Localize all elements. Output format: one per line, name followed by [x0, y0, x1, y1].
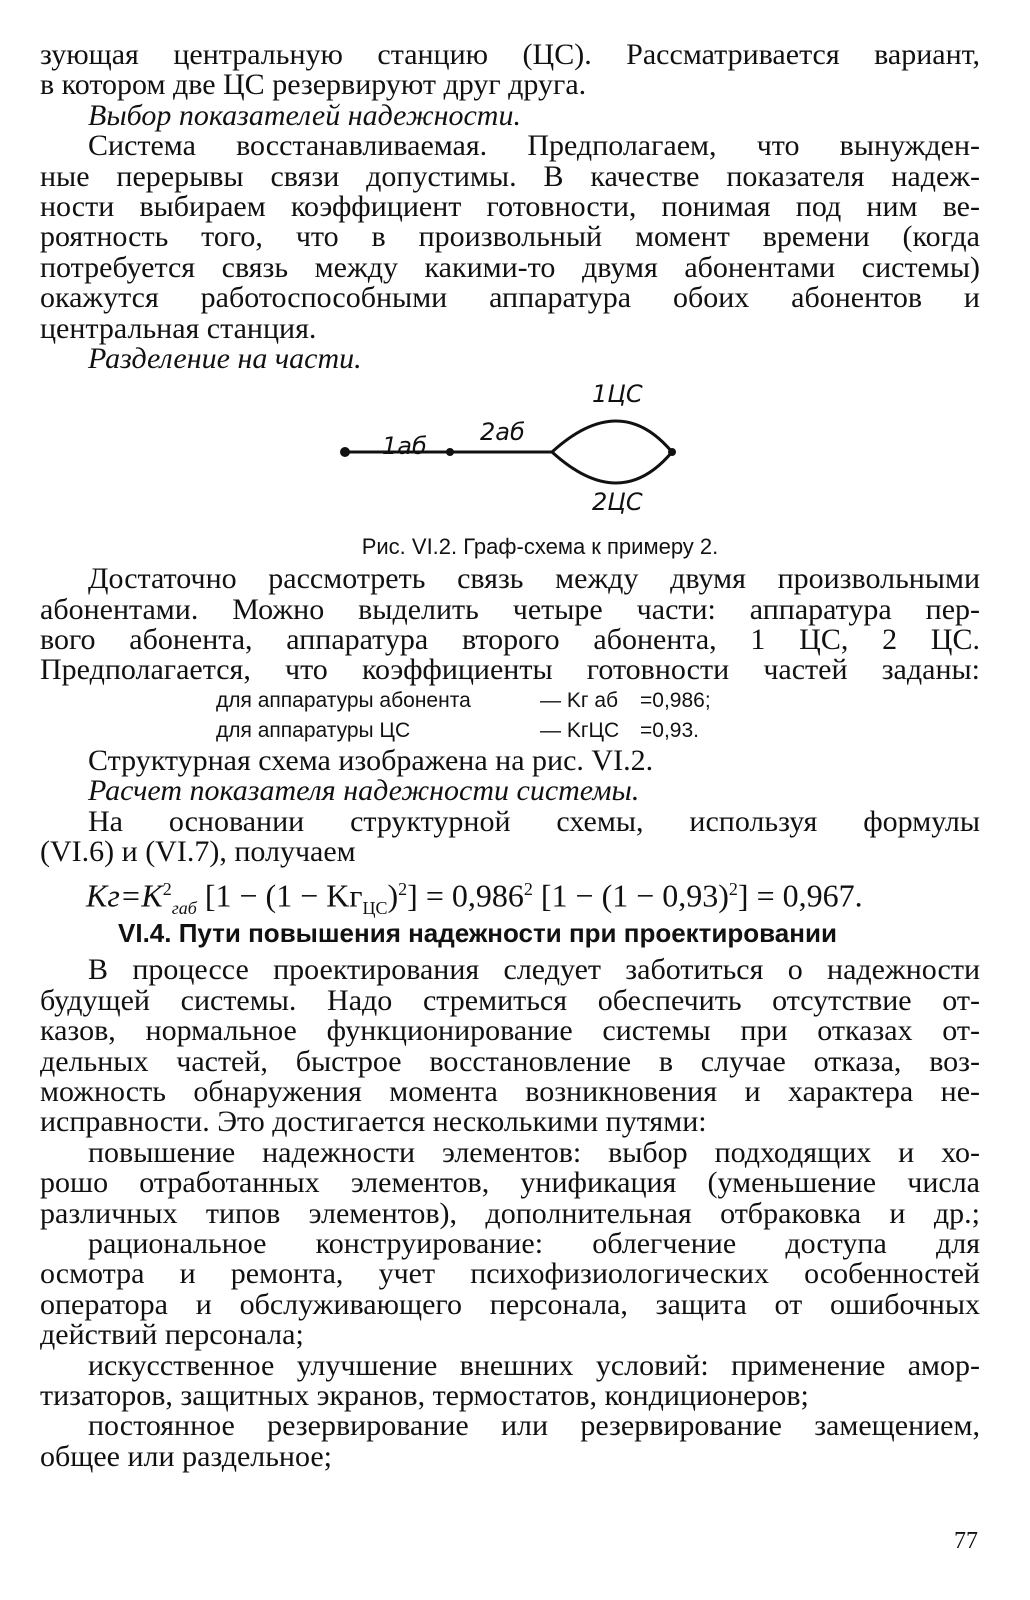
graph-arc-lower [552, 452, 672, 483]
graph-node-end [668, 448, 676, 456]
text-line: будущей системы. Надо стремиться обеспечить отсутствие от- [40, 983, 980, 1017]
graph-node-start [340, 447, 350, 457]
subheading-reliability-choice: Выбор показателей надежности. [88, 98, 521, 132]
text-line: ные перерывы связи допустимы. В качестве показателя надеж- [40, 159, 980, 193]
text-line: (VI.6) и (VI.7), получаем [40, 835, 356, 869]
text-line: в котором две ЦС резервируют друг друга. [40, 68, 587, 102]
text-line: вого абонента, аппаратура второго абонента, 1 ЦС, 2 ЦС. [40, 623, 980, 657]
graph-figure [40, 380, 980, 530]
given-value-cs: для аппаратуры ЦС — KгЦС =0,93. [216, 718, 699, 742]
section-title: VI.4. Пути повышения надежности при проектировании [118, 918, 837, 949]
given-value-abonent: для аппаратуры абонента — Kг аб =0,986; [216, 688, 711, 712]
text-line: действий персонала; [40, 1318, 304, 1352]
text-line: роятность того, что в произвольный момент времени (когда [40, 220, 980, 254]
text-line: зующая центральную станцию (ЦС). Рассматривается вариант, [40, 38, 980, 71]
label-2ab: 2аб [480, 418, 525, 447]
text-line: абонентами. Можно выделить четыре части: аппаратура пер- [40, 592, 980, 626]
text-line: искусственное улучшение внешних условий: применение амор- [88, 1348, 980, 1382]
text-line: казов, нормальное функционирование системы при отказах от- [40, 1014, 980, 1048]
text-line: осмотра и ремонта, учет психофизиологических особенностей [40, 1257, 980, 1291]
text-line: общее или раздельное; [40, 1439, 333, 1473]
text-line: постоянное резервирование или резервирование замещением, [88, 1409, 980, 1443]
figure-caption: Рис. VI.2. Граф-схема к примеру 2. [361, 534, 719, 560]
text-line: рациональное конструирование: облегчение доступа для [88, 1226, 980, 1260]
label-2cs: 2ЦС [592, 488, 643, 517]
text-line: окажутся работоспособными аппаратура обоих абонентов и [40, 281, 980, 315]
text-line: исправности. Это достигается несколькими путями: [40, 1105, 707, 1139]
text-line: ности выбираем коэффициент готовности, понимая под ним ве- [40, 189, 980, 223]
text-line: тизаторов, защитных экранов, термостатов, кондиционеров; [40, 1378, 809, 1412]
text-line: дельных частей, быстрое восстановление в случае отказа, воз- [40, 1044, 980, 1078]
graph-arc-upper [552, 421, 672, 452]
text-line: В процессе проектирования следует заботиться о надежности [88, 953, 980, 987]
text-line: рошо отработанных элементов, унификация (уменьшение числа [40, 1166, 980, 1200]
text-line: потребуется связь между какими-то двумя абонентами системы) [40, 250, 980, 284]
page-number: 77 [954, 1528, 978, 1554]
text-line: различных типов элементов), дополнительная отбраковка и др.; [40, 1196, 980, 1230]
text-line: повышение надежности элементов: выбор подходящих и хо- [88, 1135, 980, 1169]
text-line: можность обнаружения момента возникновения и характера не- [40, 1074, 980, 1108]
graph-node-mid [446, 448, 454, 456]
text-line: На основании структурной схемы, используя формулы [88, 804, 980, 838]
text-line: Система восстанавливаемая. Предполагаем, что вынужден- [88, 129, 980, 163]
book-page [40, 40, 980, 1472]
text-line: Предполагается, что коэффициенты готовности частей заданы: [40, 653, 980, 687]
text-line: оператора и обслуживающего персонала, защита от ошибочных [40, 1287, 980, 1321]
label-1cs: 1ЦС [592, 380, 643, 409]
label-1ab: 1аб [382, 432, 427, 461]
text-line: Структурная схема изображена на рис. VI.2. [88, 743, 654, 777]
text-line: центральная станция. [40, 311, 317, 345]
subheading-parts: Разделение на части. [88, 341, 362, 375]
subheading-calc: Расчет показателя надежности системы. [88, 774, 640, 808]
formula-availability: $Kг=K^2_{габ}$ $[1 - (1 - Kг_{ЦС})^2] = 0,986^2$ $[1 - (1 - 0,93)^2] = 0,967$. [86, 878, 863, 919]
text-line: Достаточно рассмотреть связь между двумя произвольными [88, 562, 980, 596]
